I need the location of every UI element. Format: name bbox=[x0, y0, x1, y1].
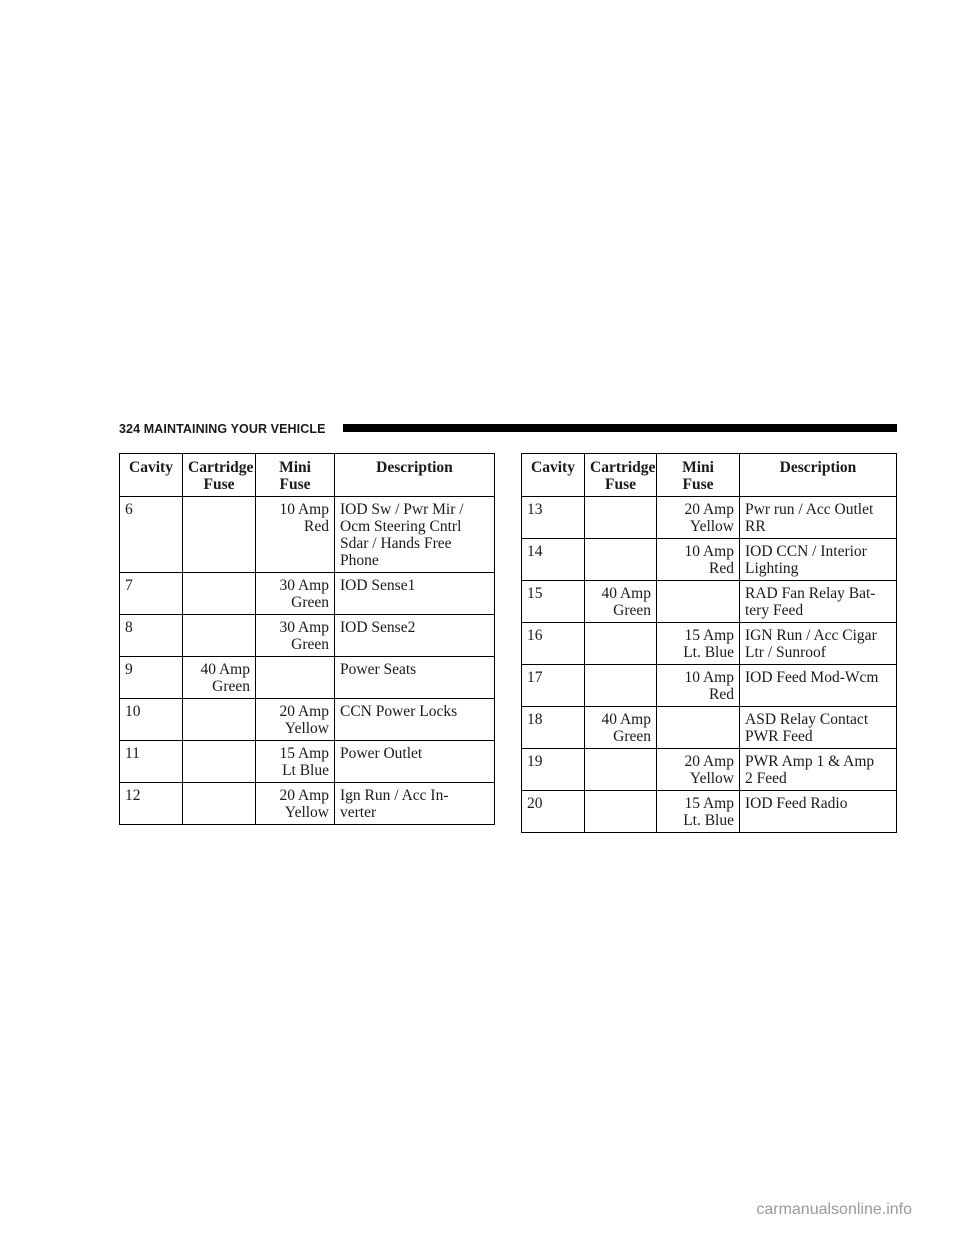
mini-fuse-cell bbox=[256, 657, 335, 699]
mini-fuse-cell: 10 Amp Red bbox=[657, 665, 740, 707]
cartridge-fuse-cell bbox=[183, 573, 256, 615]
table-row bbox=[522, 497, 897, 539]
mini-fuse-cell: 10 Amp Red bbox=[256, 497, 335, 573]
cavity-cell: 17 bbox=[522, 665, 585, 707]
description-cell: IOD Sense2 bbox=[335, 615, 495, 657]
mini-fuse-cell: 20 Amp Yellow bbox=[256, 699, 335, 741]
table-row bbox=[522, 749, 897, 791]
cavity-cell: 11 bbox=[120, 741, 183, 783]
cartridge-fuse-cell bbox=[585, 791, 657, 833]
table-row bbox=[522, 791, 897, 833]
table-row bbox=[120, 497, 495, 573]
cartridge-fuse-cell: 40 Amp Green bbox=[585, 707, 657, 749]
description-cell: IOD CCN / Interior Lighting bbox=[740, 539, 897, 581]
cavity-cell: 6 bbox=[120, 497, 183, 573]
section-header bbox=[119, 420, 897, 438]
table-row bbox=[522, 581, 897, 623]
table-header-row bbox=[120, 454, 495, 497]
mini-fuse-cell: 15 Amp Lt. Blue bbox=[657, 791, 740, 833]
mini-fuse-cell: 30 Amp Green bbox=[256, 573, 335, 615]
cartridge-fuse-cell bbox=[585, 539, 657, 581]
cavity-cell: 13 bbox=[522, 497, 585, 539]
table-row bbox=[120, 741, 495, 783]
description-cell: IGN Run / Acc Cigar Ltr / Sunroof bbox=[740, 623, 897, 665]
cavity-cell: 10 bbox=[120, 699, 183, 741]
header-rule bbox=[343, 424, 897, 432]
description-cell: Pwr run / Acc Outlet RR bbox=[740, 497, 897, 539]
cartridge-fuse-cell bbox=[585, 665, 657, 707]
cartridge-fuse-cell bbox=[585, 749, 657, 791]
table-row bbox=[120, 657, 495, 699]
table-row bbox=[120, 783, 495, 825]
cavity-cell: 14 bbox=[522, 539, 585, 581]
col-header-cavity: Cavity bbox=[120, 454, 183, 497]
mini-fuse-cell: 30 Amp Green bbox=[256, 615, 335, 657]
cavity-cell: 12 bbox=[120, 783, 183, 825]
cavity-cell: 9 bbox=[120, 657, 183, 699]
mini-fuse-cell: 20 Amp Yellow bbox=[657, 749, 740, 791]
mini-fuse-cell bbox=[657, 707, 740, 749]
col-header-cartridge-fuse: Cartridge Fuse bbox=[585, 454, 657, 497]
description-cell: RAD Fan Relay Bat- tery Feed bbox=[740, 581, 897, 623]
mini-fuse-cell bbox=[657, 581, 740, 623]
cartridge-fuse-cell bbox=[183, 615, 256, 657]
section-title: 324 MAINTAINING YOUR VEHICLE bbox=[119, 422, 326, 436]
fuse-table-left bbox=[119, 453, 495, 825]
cartridge-fuse-cell: 40 Amp Green bbox=[183, 657, 256, 699]
fuse-table-right bbox=[521, 453, 897, 833]
cartridge-fuse-cell bbox=[585, 623, 657, 665]
table-row bbox=[522, 707, 897, 749]
description-cell: Power Seats bbox=[335, 657, 495, 699]
description-cell: IOD Sw / Pwr Mir / Ocm Steering Cntrl Sdar / Hands Free Phone bbox=[335, 497, 495, 573]
mini-fuse-cell: 15 Amp Lt. Blue bbox=[657, 623, 740, 665]
table-row bbox=[522, 539, 897, 581]
description-cell: IOD Sense1 bbox=[335, 573, 495, 615]
description-cell: Power Outlet bbox=[335, 741, 495, 783]
cavity-cell: 18 bbox=[522, 707, 585, 749]
description-cell: ASD Relay Contact PWR Feed bbox=[740, 707, 897, 749]
table-row bbox=[120, 699, 495, 741]
cavity-cell: 16 bbox=[522, 623, 585, 665]
description-cell: Ign Run / Acc In- verter bbox=[335, 783, 495, 825]
description-cell: CCN Power Locks bbox=[335, 699, 495, 741]
col-header-mini-fuse: Mini Fuse bbox=[657, 454, 740, 497]
description-cell: IOD Feed Mod-Wcm bbox=[740, 665, 897, 707]
table-header-row bbox=[522, 454, 897, 497]
cavity-cell: 8 bbox=[120, 615, 183, 657]
mini-fuse-cell: 15 Amp Lt Blue bbox=[256, 741, 335, 783]
cartridge-fuse-cell bbox=[183, 497, 256, 573]
cavity-cell: 20 bbox=[522, 791, 585, 833]
description-cell: IOD Feed Radio bbox=[740, 791, 897, 833]
col-header-mini-fuse: Mini Fuse bbox=[256, 454, 335, 497]
mini-fuse-cell: 20 Amp Yellow bbox=[256, 783, 335, 825]
col-header-description: Description bbox=[335, 454, 495, 497]
table-row bbox=[522, 665, 897, 707]
cartridge-fuse-cell: 40 Amp Green bbox=[585, 581, 657, 623]
cartridge-fuse-cell bbox=[183, 741, 256, 783]
col-header-cartridge-fuse: Cartridge Fuse bbox=[183, 454, 256, 497]
table-row bbox=[522, 623, 897, 665]
cavity-cell: 15 bbox=[522, 581, 585, 623]
cavity-cell: 7 bbox=[120, 573, 183, 615]
col-header-cavity: Cavity bbox=[522, 454, 585, 497]
col-header-description: Description bbox=[740, 454, 897, 497]
cartridge-fuse-cell bbox=[585, 497, 657, 539]
watermark: carmanualsonline.info bbox=[756, 1201, 912, 1218]
cavity-cell: 19 bbox=[522, 749, 585, 791]
description-cell: PWR Amp 1 & Amp 2 Feed bbox=[740, 749, 897, 791]
mini-fuse-cell: 10 Amp Red bbox=[657, 539, 740, 581]
cartridge-fuse-cell bbox=[183, 699, 256, 741]
table-row bbox=[120, 573, 495, 615]
table-row bbox=[120, 615, 495, 657]
mini-fuse-cell: 20 Amp Yellow bbox=[657, 497, 740, 539]
cartridge-fuse-cell bbox=[183, 783, 256, 825]
